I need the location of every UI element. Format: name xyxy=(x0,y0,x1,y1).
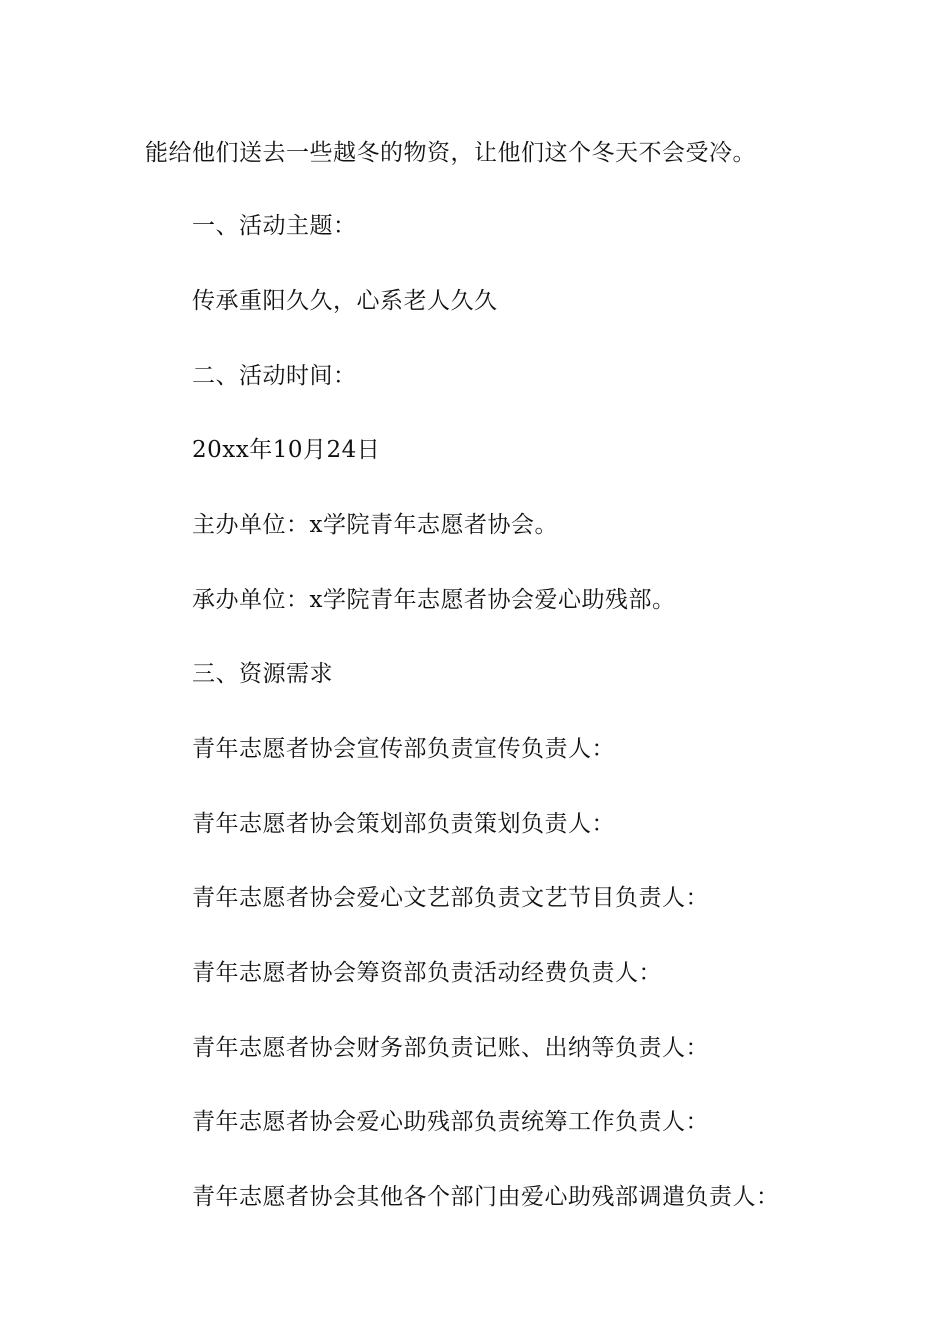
responsibility-finance: 青年志愿者协会财务部负责记账、出纳等负责人： xyxy=(192,1035,709,1061)
heading-resource-needs: 三、资源需求 xyxy=(192,661,333,687)
responsibility-publicity: 青年志愿者协会宣传部负责宣传负责人： xyxy=(192,736,615,762)
responsibility-coordination: 青年志愿者协会爱心助残部负责统筹工作负责人： xyxy=(192,1109,709,1135)
paragraph-continuation: 能给他们送去一些越冬的物资，让他们这个冬天不会受冷。 xyxy=(145,140,756,166)
co-organizer: 承办单位：x学院青年志愿者协会爱心助残部。 xyxy=(192,587,676,613)
responsibility-arts: 青年志愿者协会爱心文艺部负责文艺节目负责人： xyxy=(192,885,709,911)
organizer: 主办单位：x学院青年志愿者协会。 xyxy=(192,512,558,538)
responsibility-other-departments: 青年志愿者协会其他各个部门由爱心助残部调遣负责人： xyxy=(192,1184,780,1210)
responsibility-planning: 青年志愿者协会策划部负责策划负责人： xyxy=(192,811,615,837)
activity-date: 20xx年10月24日 xyxy=(192,437,381,463)
heading-activity-theme: 一、活动主题： xyxy=(192,213,357,239)
responsibility-funding: 青年志愿者协会筹资部负责活动经费负责人： xyxy=(192,960,662,986)
activity-theme-text: 传承重阳久久，心系老人久久 xyxy=(192,288,498,314)
heading-activity-time: 二、活动时间： xyxy=(192,363,357,389)
